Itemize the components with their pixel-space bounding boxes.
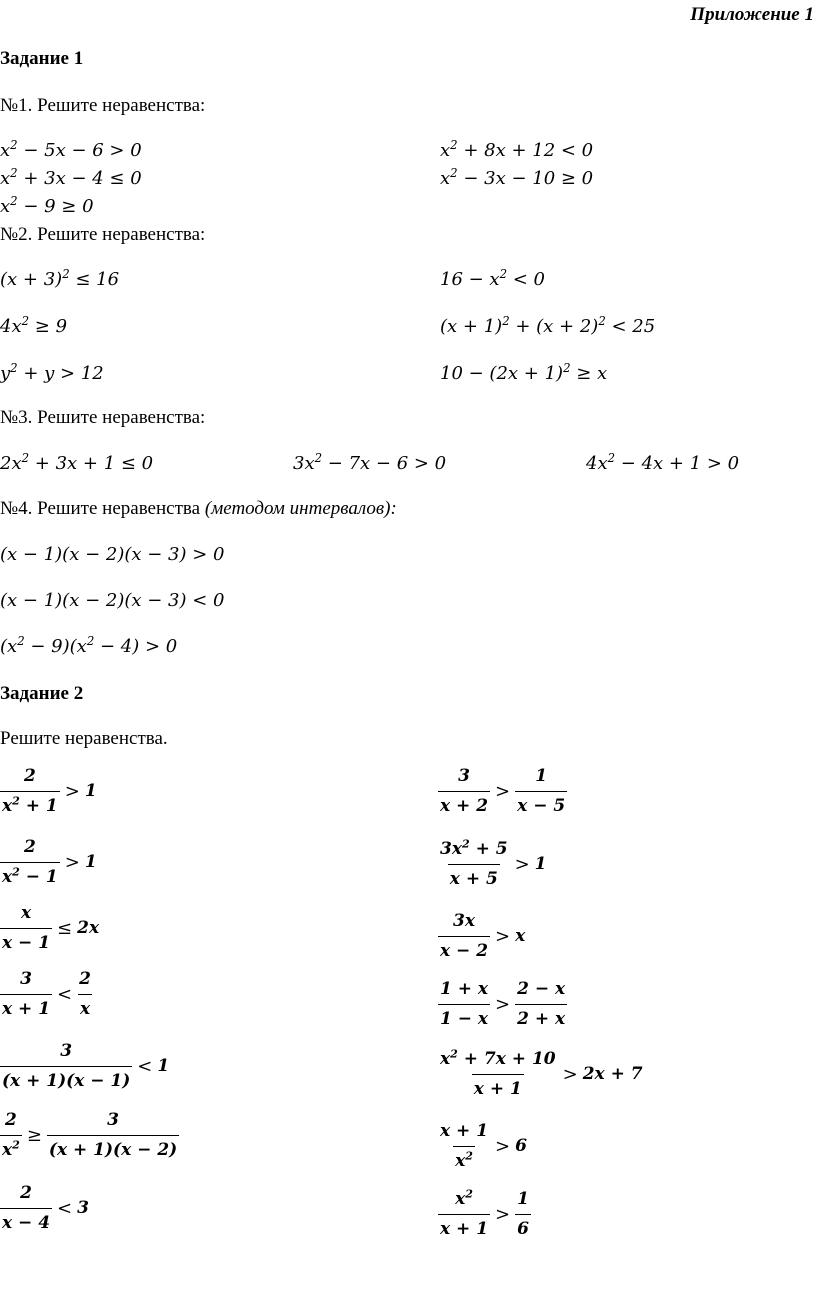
p1-item: $x^2 + 3x - 4 \le 0$ — [0, 165, 142, 189]
fraction-numerator: $3x^2 + 5$ — [440, 837, 508, 859]
fraction-numerator: 3 — [60, 1041, 73, 1061]
right-hand-side: 1 — [534, 854, 547, 875]
fraction-inequality — [438, 1188, 531, 1241]
fraction — [438, 1048, 558, 1101]
p4-heading-note: (методом интервалов): — [204, 498, 397, 519]
fraction-numerator: 3 — [107, 1110, 119, 1130]
fraction — [0, 1109, 22, 1162]
p2-item: $(x + 1)^2 + (x + 2)^2 < 25$ — [440, 313, 656, 337]
p2-item: $y^2 + y > 12$ — [0, 360, 104, 384]
fraction-denominator: 6 — [515, 1214, 531, 1241]
fraction — [438, 1188, 490, 1241]
fraction-denominator: x + 2 — [438, 791, 490, 818]
inequality-sign: > — [495, 925, 511, 947]
fraction-denominator: x — [78, 994, 92, 1021]
fraction-numerator: 2 — [79, 969, 91, 989]
right-hand-side: x — [515, 926, 526, 947]
p1-item: $x^2 - 5x - 6 > 0$ — [0, 137, 142, 161]
fraction — [0, 836, 60, 889]
inequality-sign: < — [57, 1197, 73, 1219]
p3-heading: №3. Решите неравенства: — [0, 407, 206, 428]
p1-item: $x^2 - 3x - 10 \ge 0$ — [440, 165, 594, 189]
fraction-numerator: 2 — [23, 837, 36, 857]
fraction — [77, 968, 93, 1021]
fraction — [438, 978, 490, 1031]
fraction-denominator: x + 1 — [438, 1214, 490, 1241]
appendix-label: Приложение 1 — [690, 4, 814, 25]
fraction-numerator: x — [20, 903, 32, 923]
fraction — [515, 978, 567, 1031]
p2-item: $4x^2 \ge 9$ — [0, 313, 68, 337]
fraction-denominator: x + 1 — [472, 1074, 524, 1101]
inequality-sign: ≤ — [57, 917, 73, 939]
fraction-numerator: $x^2$ — [455, 1187, 473, 1209]
fraction-inequality — [438, 1120, 527, 1173]
fraction-inequality — [0, 1040, 169, 1093]
fraction — [438, 1120, 490, 1173]
p4-item: $(x^2 - 9)(x^2 - 4) > 0$ — [0, 633, 178, 657]
right-hand-side: 3 — [77, 1198, 89, 1219]
fraction — [0, 1040, 132, 1093]
fraction-numerator: 3 — [20, 969, 32, 989]
fraction — [438, 838, 510, 891]
inequality-sign: < — [137, 1055, 153, 1077]
task2-title: Задание 2 — [0, 683, 84, 704]
inequality-sign: > — [495, 993, 511, 1015]
fraction-numerator: $x^2 + 7x + 10$ — [440, 1047, 556, 1069]
right-hand-side: 2x — [77, 918, 100, 939]
fraction-denominator: x + 5 — [448, 864, 500, 891]
fraction-denominator: $x^2 - 1$ — [0, 862, 60, 889]
fraction-inequality — [0, 836, 97, 889]
p1-item: $x^2 - 9 \ge 0$ — [0, 193, 94, 217]
fraction-inequality — [438, 838, 547, 891]
inequality-sign: > — [562, 1063, 578, 1085]
fraction-inequality — [438, 978, 567, 1031]
inequality-sign: < — [57, 983, 73, 1005]
p4-item: (x − 1)(x − 2)(x − 3) > 0 — [0, 544, 225, 565]
task2-subtitle: Решите неравенства. — [0, 728, 168, 749]
right-hand-side: 6 — [515, 1136, 527, 1157]
fraction-denominator: x − 1 — [0, 928, 52, 955]
fraction — [515, 1188, 531, 1241]
inequality-sign: > — [514, 853, 530, 875]
fraction — [515, 765, 567, 818]
inequality-sign: > — [495, 1203, 511, 1225]
inequality-sign: > — [64, 780, 80, 802]
fraction-numerator: 2 − x — [517, 979, 566, 999]
fraction — [438, 910, 490, 963]
fraction-inequality — [0, 902, 99, 955]
p3-item: $3x^2 - 7x - 6 > 0$ — [293, 450, 447, 474]
fraction-inequality — [0, 1182, 89, 1235]
p4-item: (x − 1)(x − 2)(x − 3) < 0 — [0, 590, 225, 611]
fraction-denominator: (x + 1)(x − 1) — [0, 1066, 132, 1093]
inequality-sign: ≥ — [26, 1124, 42, 1146]
fraction-denominator: $x^2$ — [0, 1135, 22, 1162]
fraction-numerator: 1 — [535, 766, 548, 786]
inequality-sign: > — [495, 780, 511, 802]
inequality-sign: > — [495, 1135, 511, 1157]
fraction-numerator: 2 — [20, 1183, 32, 1203]
fraction — [0, 902, 52, 955]
fraction-denominator: x − 4 — [0, 1208, 52, 1235]
fraction-numerator: 2 — [23, 766, 36, 786]
fraction — [47, 1109, 179, 1162]
fraction — [0, 968, 52, 1021]
fraction-inequality — [438, 1048, 643, 1101]
fraction-inequality — [0, 1109, 179, 1162]
p2-item: $(x + 3)^2 \le 16$ — [0, 266, 120, 290]
fraction — [0, 765, 60, 818]
p2-item: $10 - (2x + 1)^2 \ge x$ — [440, 360, 608, 384]
fraction-inequality — [0, 968, 93, 1021]
fraction-numerator: 3x — [453, 911, 475, 931]
fraction-numerator: x + 1 — [440, 1121, 489, 1141]
right-hand-side: 1 — [157, 1056, 170, 1077]
fraction-denominator: $x^2 + 1$ — [0, 791, 60, 818]
fraction-inequality — [438, 765, 567, 818]
task1-title: Задание 1 — [0, 48, 84, 69]
fraction-numerator: 2 — [4, 1110, 17, 1130]
p2-heading: №2. Решите неравенства: — [0, 224, 206, 245]
p1-item: $x^2 + 8x + 12 < 0$ — [440, 137, 594, 161]
p3-item: $4x^2 - 4x + 1 > 0$ — [586, 450, 740, 474]
right-hand-side: 1 — [84, 852, 97, 873]
p4-heading-line — [0, 498, 397, 520]
fraction-numerator: 1 + x — [440, 979, 489, 999]
fraction-numerator: 1 — [517, 1189, 529, 1209]
fraction-denominator: x − 5 — [515, 791, 567, 818]
fraction-denominator: 2 + x — [515, 1004, 567, 1031]
fraction-inequality — [438, 910, 525, 963]
fraction-denominator: 1 − x — [438, 1004, 490, 1031]
p3-item: $2x^2 + 3x + 1 \le 0$ — [0, 450, 154, 474]
fraction-inequality — [0, 765, 97, 818]
fraction-denominator: (x + 1)(x − 2) — [47, 1135, 179, 1162]
right-hand-side: 2x + 7 — [582, 1064, 643, 1085]
fraction-denominator: $x^2$ — [453, 1146, 475, 1173]
p2-item: $16 - x^2 < 0$ — [440, 266, 546, 290]
fraction-denominator: x − 2 — [438, 936, 490, 963]
fraction-numerator: 3 — [458, 766, 470, 786]
right-hand-side: 1 — [84, 781, 97, 802]
fraction — [0, 1182, 52, 1235]
p4-heading: №4. Решите неравенства — [0, 498, 201, 519]
fraction — [438, 765, 490, 818]
p1-heading: №1. Решите неравенства: — [0, 95, 206, 116]
inequality-sign: > — [64, 851, 80, 873]
fraction-denominator: x + 1 — [0, 994, 52, 1021]
